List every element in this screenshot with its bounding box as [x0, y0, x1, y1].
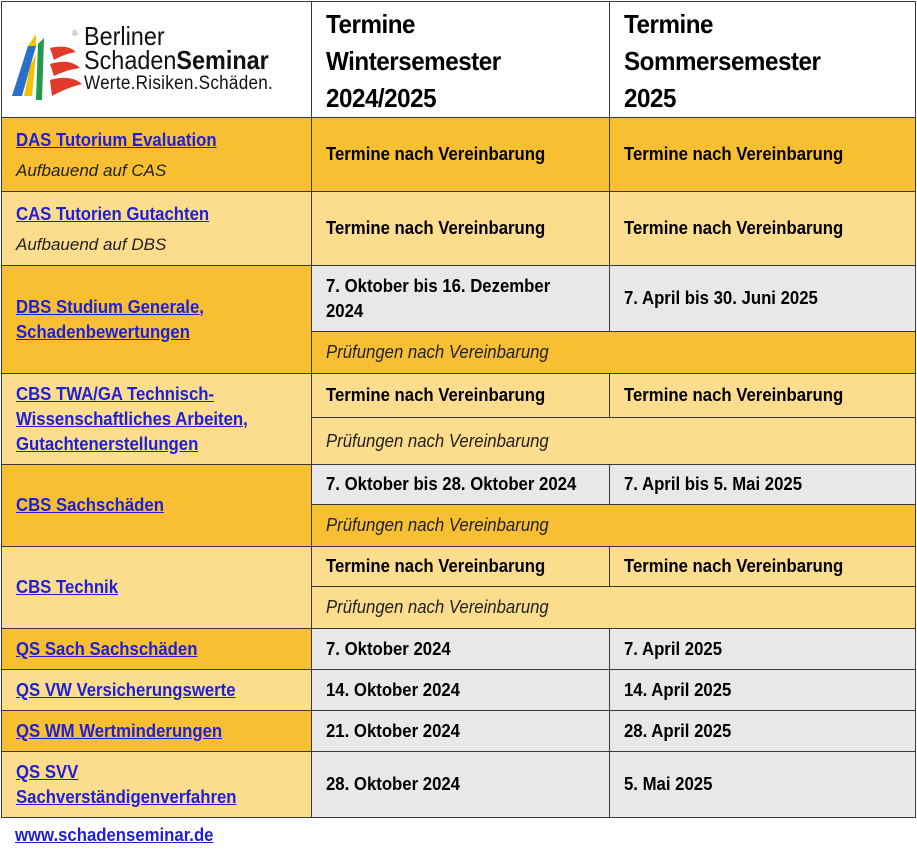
logo-schaden: Schaden [84, 44, 177, 75]
course-cell [2, 752, 312, 818]
table-row [2, 192, 916, 266]
course-link-das[interactable]: DAS Tutorium Evaluation [16, 129, 217, 150]
table-row [2, 752, 916, 818]
course-link-cas[interactable]: CAS Tutorien Gutachten [16, 203, 210, 224]
course-link-qs-vw[interactable]: QS VW Versicherungswerte [16, 679, 236, 700]
summer-cell [610, 752, 916, 818]
course-cell [2, 629, 312, 670]
table-row [2, 547, 916, 587]
header-winter-cell [312, 2, 610, 118]
summer-date: Termine nach Vereinbarung [624, 218, 844, 238]
summer-date: 14. April 2025 [624, 679, 732, 700]
course-link-cbs-sach[interactable]: CBS Sachschäden [16, 495, 164, 515]
winter-date: Termine nach Vereinbarung [326, 218, 546, 238]
winter-date: Termine nach Vereinbarung [326, 556, 546, 576]
course-link-qs-wm[interactable]: QS WM Wertminderungen [16, 720, 223, 741]
winter-date: 7. Oktober bis 28. Oktober 2024 [326, 474, 577, 494]
logo-tagline: Werte.Risiken.Schäden. [84, 72, 274, 94]
winter-cell [312, 547, 610, 587]
course-cell [2, 118, 312, 192]
header-summer: Termine Sommersemester 2025 [624, 9, 821, 113]
course-subtitle: Aufbauend auf DBS [16, 234, 167, 254]
svg-text:®: ® [72, 28, 78, 38]
summer-date: Termine nach Vereinbarung [624, 556, 844, 576]
summer-cell [610, 629, 916, 670]
winter-cell [312, 192, 610, 266]
exam-note: Prüfungen nach Vereinbarung [326, 515, 549, 535]
exam-note: Prüfungen nach Vereinbarung [326, 342, 549, 362]
course-link-dbs[interactable]: DBS Studium Generale, Schadenbewertungen [16, 296, 204, 342]
exam-cell [312, 505, 916, 547]
table-row [2, 465, 916, 505]
header-row [2, 2, 916, 118]
winter-cell [312, 752, 610, 818]
summer-cell [610, 465, 916, 505]
header-winter: Termine Wintersemester 2024/2025 [326, 9, 501, 113]
table-row [2, 711, 916, 752]
winter-cell [312, 670, 610, 711]
winter-cell [312, 118, 610, 192]
flame-logo-icon [6, 26, 88, 104]
table-row [2, 118, 916, 192]
course-link-cbs-technik[interactable]: CBS Technik [16, 577, 119, 597]
summer-date: Termine nach Vereinbarung [624, 385, 844, 405]
header-summer-cell [610, 2, 916, 118]
logo-seminar: Seminar [176, 44, 269, 75]
course-cell [2, 711, 312, 752]
course-link-qs-svv[interactable]: QS SVV Sachverständigenverfahren [16, 761, 237, 807]
exam-cell [312, 418, 916, 465]
summer-date: 5. Mai 2025 [624, 774, 713, 794]
winter-date: 7. Oktober bis 16. Dezember 2024 [326, 275, 551, 321]
summer-cell [610, 118, 916, 192]
summer-cell [610, 374, 916, 418]
logo-line-2 [84, 44, 273, 75]
summer-cell [610, 670, 916, 711]
winter-date: 28. Oktober 2024 [326, 774, 461, 794]
table-row [2, 374, 916, 418]
winter-date: Termine nach Vereinbarung [326, 385, 546, 405]
summer-date: Termine nach Vereinbarung [624, 144, 844, 164]
winter-cell [312, 711, 610, 752]
exam-cell [312, 332, 916, 374]
summer-date: 7. April 2025 [624, 638, 723, 659]
logo-line-1: Berliner [84, 20, 165, 51]
exam-cell [312, 587, 916, 629]
table-row [2, 670, 916, 711]
logo [4, 6, 294, 114]
summer-cell [610, 711, 916, 752]
winter-cell [312, 465, 610, 505]
winter-cell [312, 266, 610, 332]
logo-cell [2, 2, 312, 118]
logo-text [84, 20, 294, 96]
summer-date: 7. April bis 30. Juni 2025 [624, 288, 818, 308]
winter-cell [312, 629, 610, 670]
summer-date: 28. April 2025 [624, 720, 732, 741]
course-subtitle: Aufbauend auf CAS [16, 160, 167, 180]
schedule-table [1, 1, 916, 818]
summer-cell [610, 266, 916, 332]
winter-date: 7. Oktober 2024 [326, 638, 451, 659]
exam-note: Prüfungen nach Vereinbarung [326, 597, 549, 617]
exam-note: Prüfungen nach Vereinbarung [326, 430, 549, 451]
course-link-qs-sach[interactable]: QS Sach Sachschäden [16, 638, 198, 659]
winter-date: 21. Oktober 2024 [326, 720, 461, 741]
course-cell [2, 266, 312, 374]
course-link-cbs-twa[interactable]: CBS TWA/GA Technisch- Wissenschaftliches Arbeiten, Gutachtenerstellungen [16, 383, 248, 454]
course-cell [2, 547, 312, 629]
summer-cell [610, 192, 916, 266]
winter-cell [312, 374, 610, 418]
footer [15, 825, 228, 846]
table-row [2, 629, 916, 670]
winter-date: 14. Oktober 2024 [326, 679, 461, 700]
summer-cell [610, 547, 916, 587]
course-cell [2, 192, 312, 266]
winter-date: Termine nach Vereinbarung [326, 144, 546, 164]
table-row [2, 266, 916, 332]
course-cell [2, 374, 312, 465]
course-cell [2, 670, 312, 711]
summer-date: 7. April bis 5. Mai 2025 [624, 474, 803, 494]
website-link[interactable]: www.schadenseminar.de [15, 825, 214, 845]
course-cell [2, 465, 312, 547]
